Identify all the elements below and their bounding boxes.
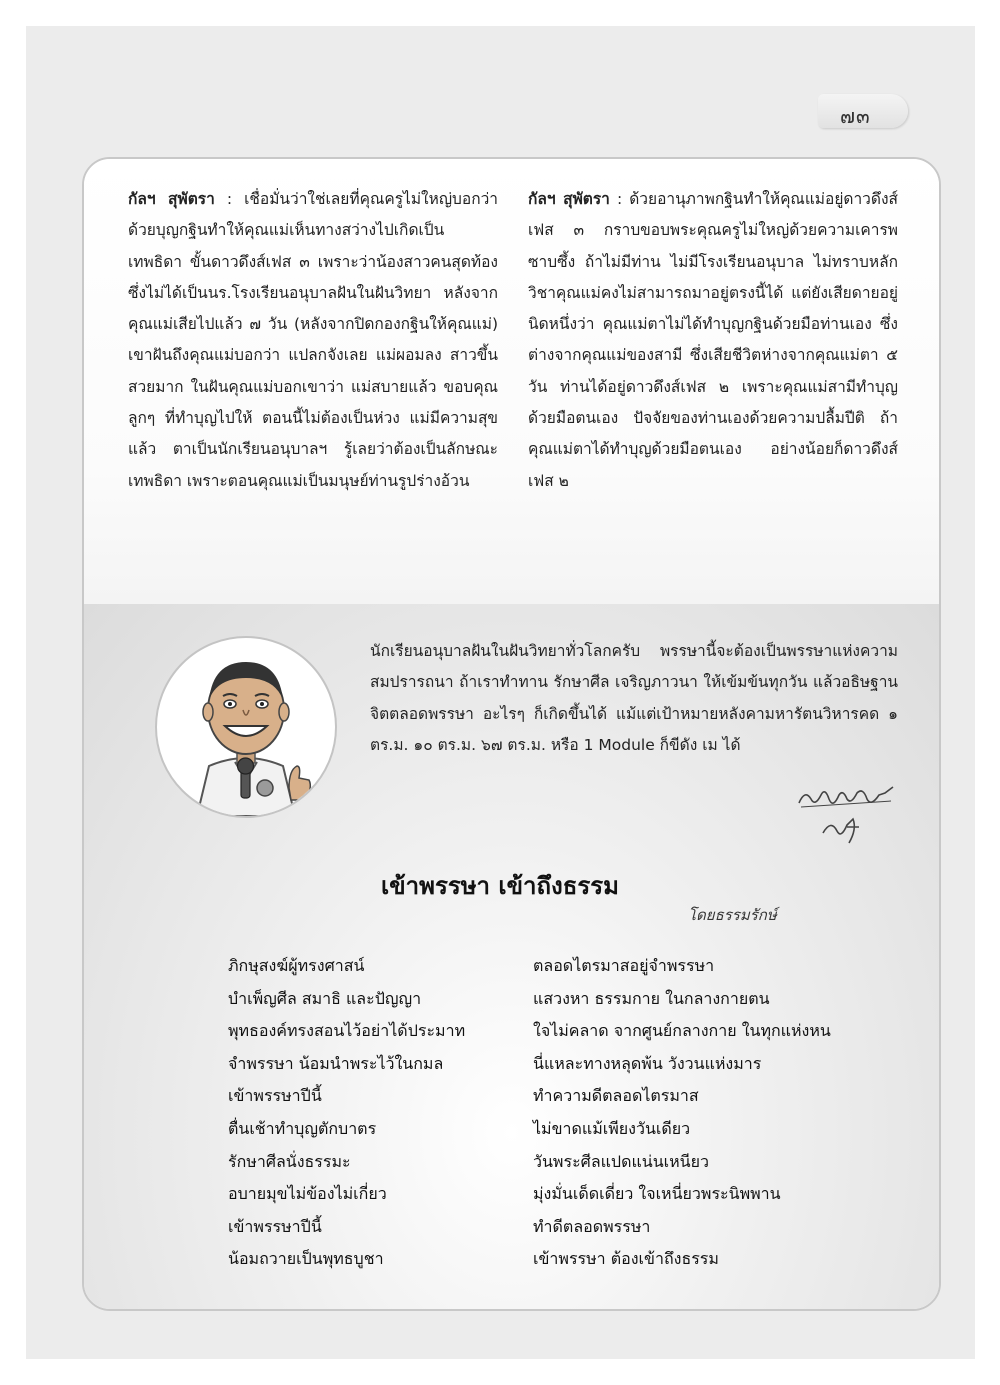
- poem-author: โดยธรรมรักษ์: [688, 906, 777, 924]
- speaker-name: กัลฯ สุพัตรา: [128, 190, 215, 208]
- poem-line: พุทธองค์ทรงสอนไว้อย่าได้ประมาท: [228, 1021, 466, 1041]
- poem-line: วันพระศีลแปดแน่นเหนียว: [533, 1151, 709, 1171]
- poem-line: ใจไม่คลาด จากศูนย์กลางกาย ในทุกแห่งหน: [533, 1021, 831, 1041]
- poem-title: เข้าพรรษา เข้าถึงธรรม: [381, 872, 619, 900]
- teacher-message: นักเรียนอนุบาลฝันในฝันวิทยาทั่วโลกครับ พรรษานี้จะต้องเป็นพรรษาแห่งความสมปรารถนา ถ้าเราทำทาน รักษาศีล เจริญภาวนา ให้เข้มข้นทุกวัน แล้วอธิษฐานจิตตลอดพรรษา อะไรๆ ก็เกิดขึ้นได้ แม้แต่เป้าหมายหลังคามหารัตนวิหารคด ๑ ตร.ม. ๑๐ ตร.ม. ๖๗ ตร.ม. หรือ 1 Module ก็ขีดัง เม ได้: [370, 642, 898, 754]
- poem-line: ภิกษุสงฆ์ผู้ทรงศาสน์: [228, 956, 365, 975]
- poem-line: แสวงหา ธรรมกาย ในกลางกายตน: [533, 988, 770, 1008]
- cartoon-teacher-icon: [157, 638, 335, 816]
- poem-line: เข้าพรรษาปีนี้: [228, 1216, 322, 1236]
- poem-line: นี่แหละทางหลุดพ้น วังวนแห่งมาร: [533, 1053, 762, 1073]
- signature-drawing: [795, 783, 905, 853]
- poem-line: เข้าพรรษาปีนี้: [228, 1086, 322, 1106]
- poem-line: ไม่ขาดแม้เพียงวันเดียว: [533, 1118, 691, 1138]
- dialogue-text: : เชื่อมั่นว่าใช่เลยที่คุณครูไม่ใหญ่บอกว่า ด้วยบุญกฐินทำให้คุณแม่เห็นทางสว่างไปเกิดเป็นเทพธิดา ขั้นดาวดึงส์เฟส ๓ เพราะว่าน้องสาวคนสุดท้องซึ่งไม่ได้เป็นนร.โรงเรียนอนุบาลฝันในฝันวิทยา หลังจากคุณแม่เสียไปแล้ว ๗ วัน (หลังจากปิดกองกฐินให้คุณแม่) เขาฝันถึงคุณแม่บอกว่า แปลกจังเลย แม่ผอมลง สาวขึ้น สวยมาก ในฝันคุณแม่บอกเขาว่า แม่สบายแล้ว ขอบคุณลูกๆ ที่ทำบุญไปให้ ตอนนี้ไม่ต้องเป็นห่วง แม่มีความสุขแล้ว ตาเป็นนักเรียนอนุบาลฯ รู้เลยว่าต้องเป็นลักษณะเทพธิดา เพราะตอนคุณแม่เป็นมนุษย์ท่านรูปร่างอ้วน: [128, 190, 498, 490]
- handwritten-signature: [795, 783, 905, 853]
- speaker-name: กัลฯ สุพัตรา: [528, 190, 610, 208]
- poem-line: รักษาศีลนั่งธรรมะ: [228, 1151, 351, 1171]
- poem-right-column: [533, 950, 893, 1276]
- poem-line: บำเพ็ญศีล สมาธิ และปัญญา: [228, 988, 422, 1008]
- poem-line: ตื่นเช้าทำบุญตักบาตร: [228, 1118, 377, 1138]
- poem-line: ทำความดีตลอดไตรมาส: [533, 1086, 699, 1106]
- poem-line: น้อมถวายเป็นพุทธบูชา: [228, 1249, 384, 1269]
- poem-line: เข้าพรรษา ต้องเข้าถึงธรรม: [533, 1249, 719, 1269]
- dialogue-text: : ด้วยอานุภาพกฐินทำให้คุณแม่อยู่ดาวดึงส์เฟส ๓ กราบขอบพระคุณครูไม่ใหญ่ด้วยความเคารพซาบซึ้ง ถ้าไม่มีท่าน ไม่มีโรงเรียนอนุบาล ไม่ทราบหลักวิชาคุณแม่คงไม่สามารถมาอยู่ตรงนี้ได้ แต่ยังเสียดายอยู่นิดหนึ่งว่า คุณแม่ตาไม่ได้ทำบุญกฐินด้วยมือท่านเอง ซึ่งต่างจากคุณแม่ของสามี ซึ่งเสียชีวิตห่างจากคุณแม่ตา ๕ วัน ท่านได้อยู่ดาวดึงส์เฟส ๒ เพราะคุณแม่สามีทำบุญด้วยมือตนเอง ปัจจัยของท่านเองด้วยความปลื้มปีติ ถ้าคุณแม่ตาได้ทำบุญด้วยมือตนเอง อย่างน้อยก็ดาวดึงส์เฟส ๒: [528, 190, 898, 490]
- poem-line: ตลอดไตรมาสอยู่จำพรรษา: [533, 956, 715, 975]
- poem-line: ทำดีตลอดพรรษา: [533, 1216, 651, 1236]
- page-number: ๗๓: [840, 104, 871, 128]
- poem-line: จำพรรษา น้อมนำพระไว้ในกมล: [228, 1053, 444, 1073]
- dialogue-right-column: [528, 184, 898, 497]
- dialogue-left-column: [128, 184, 498, 497]
- poem-line: อบายมุขไม่ข้องไม่เกี่ยว: [228, 1184, 387, 1204]
- poem-left-column: [228, 950, 518, 1276]
- poem-line: มุ่งมั่นเด็ดเดี่ยว ใจเหนี่ยวพระนิพพาน: [533, 1184, 781, 1204]
- teacher-portrait-image: [155, 636, 337, 818]
